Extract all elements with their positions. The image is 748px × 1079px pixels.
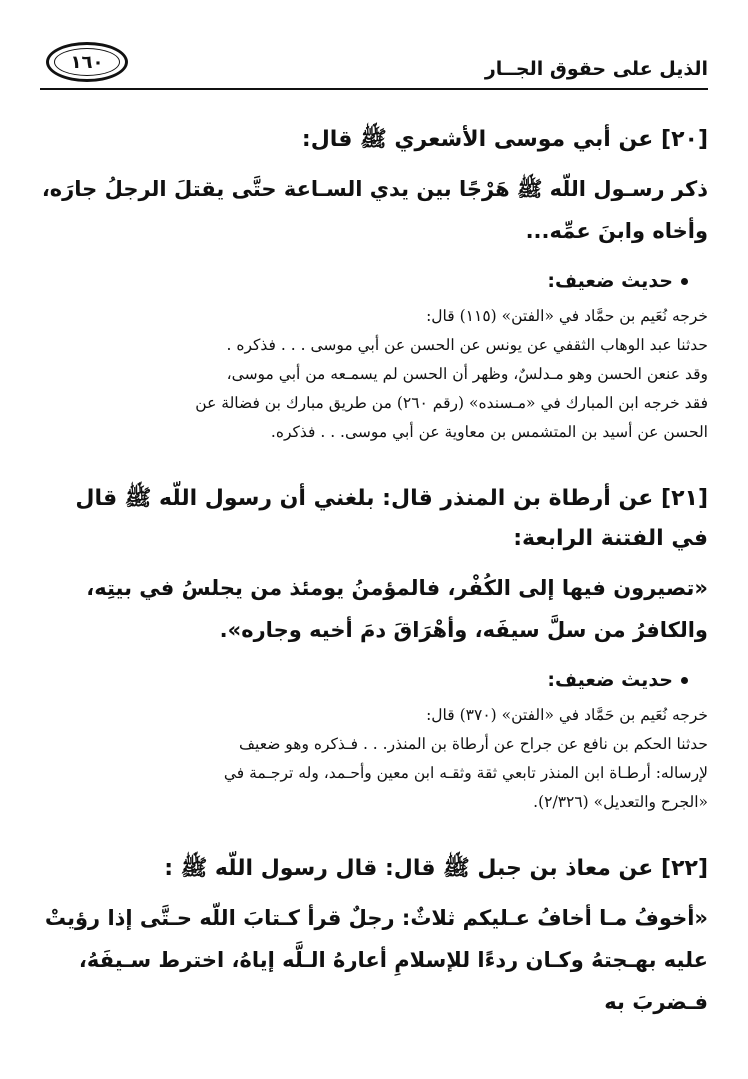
- bullet-icon: [681, 677, 688, 684]
- hadith-heading: [40, 120, 708, 160]
- page-number-badge: [46, 42, 128, 82]
- hadith-number: [٢١]: [661, 486, 708, 511]
- hadith-narrator: عن أبي موسى الأشعري ﷺ قال:: [301, 127, 654, 152]
- hadith-20: [40, 120, 708, 447]
- takhrij-line: لإرساله: أرطـاة ابن المنذر تابعي ثقة وثقـه ابن معين وأحـمد، وله ترجـمة في: [223, 764, 708, 782]
- section-spacer: [40, 817, 708, 839]
- page-number: ١٦٠: [54, 48, 120, 76]
- takhrij-line: وقد عنعن الحسن وهو مـدلسٌ، وظهر أن الحسن لم يسمـعه من أبي موسى،: [226, 365, 708, 383]
- hadith-number: [٢٠]: [661, 127, 708, 152]
- takhrij-line: حدثنا الحكم بن نافع عن جراح عن أرطاة بن المنذر. . . فـذكره وهو ضعيف: [239, 735, 708, 753]
- page-header: [40, 40, 708, 90]
- takhrij-line: الحسن عن أسيد بن المتشمس بن معاوية عن أبي موسى. . . فذكره.: [270, 423, 708, 441]
- hadith-grade: [40, 665, 688, 695]
- hadith-22: [40, 849, 708, 1023]
- hadith-number: [٢٢]: [661, 856, 708, 881]
- book-title: الذيل على حقوق الجــار: [484, 58, 708, 80]
- hadith-narrator: عن أرطاة بن المنذر قال: بلغني أن رسول اللّه ﷺ قال في الفتنة الرابعة:: [75, 486, 708, 551]
- hadith-grade: [40, 266, 688, 296]
- hadith-heading: [40, 479, 708, 559]
- hadith-text: ذكر رسـول اللّه ﷺ هَرْجًا بين يدي السـاعة حتَّى يقتلَ الرجلُ جارَه، وأخاه وابنَ عمِّه...: [41, 177, 708, 243]
- takhrij-line: فقد خرجه ابن المبارك في «مـسنده» (رقم ٢٦٠) من طريق مبارك بن فضالة عن: [195, 394, 708, 412]
- hadith-heading: [40, 849, 708, 889]
- hadith-text: «تصيرون فيها إلى الكُفْر، فالمؤمنُ يومئذ من يجلسُ في بيتِه، والكافرُ من سلَّ سيفَه، وأهْرَاقَ دمَ أخيه وجاره».: [86, 576, 708, 642]
- page-content: [40, 110, 708, 1023]
- header-divider: [40, 88, 708, 90]
- takhrij-line: خرجه نُعَيم بن حَمَّاد في «الفتن» (٣٧٠) قال:: [426, 706, 708, 724]
- bullet-icon: [681, 278, 688, 285]
- hadith-text: «أخوفُ مـا أخافُ عـليكم ثلاثٌ: رجلٌ قرأ كـتابَ اللّه حـتَّى إذا رؤيتْ عليه بهـجتهُ وكـان ردءًا للإسلامِ أعارهُ الـلَّه إياهُ، اخترط سـيفَهُ، فـضربَ به: [44, 906, 708, 1014]
- hadith-grade-label: حديث ضعيف:: [547, 669, 673, 691]
- takhrij-line: حدثنا عبد الوهاب الثقفي عن يونس عن الحسن عن أبي موسى . . . فذكره .: [226, 336, 708, 354]
- hadith-21: [40, 479, 708, 817]
- section-spacer: [40, 447, 708, 469]
- takhrij-line: «الجرح والتعديل» (٢/٣٢٦).: [533, 793, 708, 811]
- hadith-narrator: عن معاذ بن جبل ﷺ قال: قال رسول اللّه ﷺ :: [164, 856, 654, 881]
- takhrij-line: خرجه نُعَيم بن حمَّاد في «الفتن» (١١٥) قال:: [426, 307, 708, 325]
- hadith-grade-label: حديث ضعيف:: [547, 270, 673, 292]
